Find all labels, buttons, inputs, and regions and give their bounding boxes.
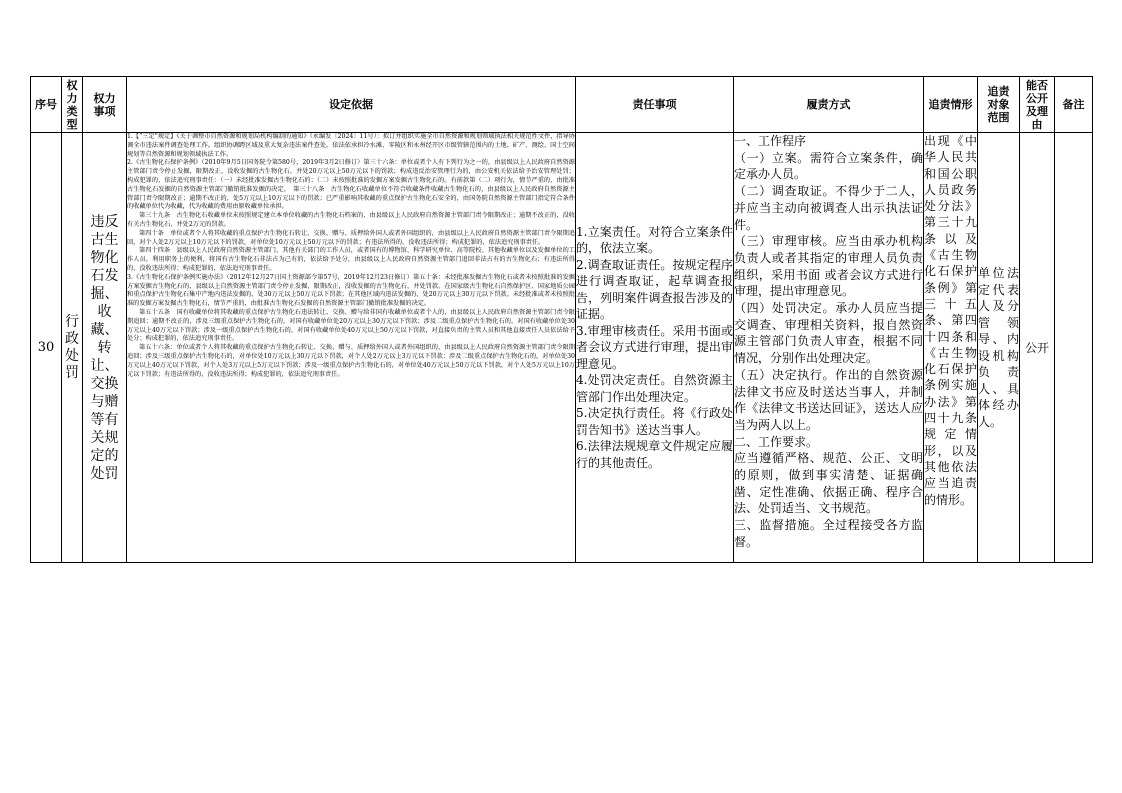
basis-paragraph: 第四十四条 县级以上人民政府自然资源主管部门、其他有关部门的工作人员，或者国有的博物馆、科学研究单位、高等院校、其他收藏单位以及发掘单位的工作人员，利用职务上的便利，将国有古生物化石非法占为己有的，依法给予处分，由县级以上人民政府自然资源主管部门追回非法占有的古生物化石；有违法所得的，没收违法所得；构成犯罪的，依法追究刑事责任。 bbox=[127, 247, 575, 272]
row-seq: 30 bbox=[31, 133, 62, 563]
method-item: 应当遵循严格、规范、公正、文明的原则，做到事实清楚、证据确凿、定性准确、依据正确、程序合法、处罚适当、文书规范。 bbox=[734, 451, 923, 516]
header-power-item-label: 权力事项 bbox=[93, 91, 116, 118]
row-power-item-label: 违反古生物化石发掘、收藏、转让、交换与赠等有关规定的处罚 bbox=[90, 213, 119, 482]
basis-paragraph: 第四十条 单位或者个人将其收藏的重点保护古生物化石转让、交换、赠与、质押给外国人或者外国组织的，由县级以上人民政府自然资源主管部门责令限期追回，对个人处2万元以上10万元以下的罚款，对单位处10万元以上50万元以下的罚款；有违法所得的，没收违法所得；构成犯罪的，依法追究刑事责任。 bbox=[127, 229, 575, 246]
row-basis bbox=[127, 133, 576, 563]
header-seq: 序号 bbox=[31, 77, 62, 133]
basis-paragraph: 3.《古生物化石保护条例实施办法》（2012年12月27日国土资源部令第57号，2019年12月23日修订）第五十条：未经批准发掘古生物化石或者未按照批准的发掘方案发掘古生物化石的，县级以上自然资源主管部门责令停止发掘，限期改正，没收发掘的古生物化石，并处罚款。在国家级古生物化石自然保护区、国家地质公园和重点保护古生物化石集中产地内违法发掘的，处30万元以上50万元以下罚款；在其他区域内违法发掘的，处20万元以上30万元以下罚款。未经批准或者未按照批准的发掘方案发掘古生物化石，情节严重的，由批准古生物化石发掘的自然资源主管部门撤销批准发掘的决定。 bbox=[127, 273, 575, 308]
basis-paragraph: 2.《古生物化石保护条例》（2010年9月5日国务院令第580号，2019年3月2日修订）第三十六条：单位或者个人有下列行为之一的，由县级以上人民政府自然资源主管部门责令停止发掘，限期改正，没收发掘的古生物化石，并处20万元以上50万元以下的罚款；构成违反治安管理行为的，由公安机关依法给予治安管理处罚；构成犯罪的，依法追究刑事责任：（一）未经批准发掘古生物化石的；（二）未按照批准的发掘方案发掘古生物化石的。有前款第（二）项行为，情节严重的，由批准古生物化石发掘的自然资源主管部门撤销批准发掘的决定。 第三十八条 古生物化石收藏单位不符合收藏条件收藏古生物化石的，由县级以上人民政府自然资源主管部门责令限期改正；逾期不改正的，处5万元以上10万元以下的罚款；已严重影响其收藏的重点保护古生物化石安全的，由国务院自然资源主管部门指定符合条件的收藏单位代为收藏，代为收藏的费用由原收藏单位承担。 bbox=[127, 159, 575, 211]
header-accountability-scope bbox=[978, 77, 1020, 133]
row-power-item bbox=[83, 133, 127, 563]
basis-paragraph: 第五十六条：单位或者个人将其收藏的重点保护古生物化石转让、交换、赠与、质押给外国人或者外国组织的，由县级以上人民政府自然资源主管部门责令限期追回；涉及三级重点保护古生物化石的，对单位处10万元以上30万元以下罚款，对个人处2万元以上3万元以下罚款；涉及二级重点保护古生物化石的，对单位处30万元以上40万元以下罚款，对个人处3万元以上5万元以下罚款；涉及一级重点保护古生物化石的，对单位处40万元以上50万元以下罚款，对个人处5万元以上10万元以下罚款；有违法所得的，没收违法所得；构成犯罪的，依法追究刑事责任。 bbox=[127, 344, 575, 378]
method-item: （一）立案。需符合立案条件，确定承办人员。 bbox=[734, 150, 923, 182]
header-power-type-label: 权力类型 bbox=[66, 78, 78, 131]
header-accountability: 追责情形 bbox=[924, 77, 978, 133]
header-remarks: 备注 bbox=[1055, 77, 1093, 133]
row-publicity: 公开 bbox=[1020, 133, 1055, 563]
basis-paragraph: 第五十五条 国有收藏单位将其收藏的重点保护古生物化石违法转让、交换、赠与给非国有收藏单位或者个人的，由县级以上人民政府自然资源主管部门责令限期追回；逾期不改正的，涉及三级重点保护古生物化石的，对国有收藏单位处20万元以上30万元以下罚款；涉及二级重点保护古生物化石的，对国有收藏单位处30万元以上40万元以下罚款；涉及一级重点保护古生物化石的，对国有收藏单位处40万元以上50万元以下罚款，对直接负责的主管人员和其他直接责任人员依法给予处分；构成犯罪的，依法追究刑事责任。 bbox=[127, 308, 575, 343]
row-power-type bbox=[62, 133, 83, 563]
responsibility-item: 4.处罚决定责任。自然资源主管部门作出处理决定。 bbox=[576, 373, 733, 404]
method-item: （二）调查取证。不得少于二人，并应当主动向被调查人出示执法证件。 bbox=[734, 184, 923, 232]
row-accountability: 出现《中华人民共和国公职人员政务处分法》第三十九条以及《古生物化石保护条例》第三十五条、第四十四条和《古生物化石保护条例实施办法》第四十九条规定情形，以及其他依法应当追责的情形。 bbox=[924, 133, 978, 563]
row-power-type-label: 行政处罚 bbox=[65, 313, 79, 381]
method-item: （三）审理审核。应当由承办机构负责人或者其指定的审理人员负责组织，采用书面 或者会议方式进行审理，提出审理意见。 bbox=[734, 234, 923, 299]
row-method bbox=[734, 133, 924, 563]
responsibility-item: 5.决定执行责任。将《行政处罚告知书》送达当事人。 bbox=[576, 406, 733, 437]
power-list-table bbox=[30, 76, 1093, 563]
header-publicity-label: 能否公开及理由 bbox=[1026, 78, 1048, 131]
header-basis: 设定依据 bbox=[127, 77, 576, 133]
method-item: （四）处罚决定。承办人员应当提交调查、审理相关资料，报自然资源主管部门负责人审查，根据不同情况，分别作出处理决定。 bbox=[734, 301, 923, 366]
responsibility-item: 1.立案责任。对符合立案条件的，依法立案。 bbox=[576, 224, 733, 256]
row-accountability-scope: 单位法定代表人及分管领导、内设机构负责人、具体经办人。 bbox=[978, 133, 1020, 563]
header-accountability-scope-label: 追责对象范围 bbox=[987, 85, 1010, 124]
method-item: （五）决定执行。作出的自然资源法律文书应及时送达当事人，并制作《法律文书送达回证》，送达人应当为两人以上。 bbox=[734, 367, 923, 432]
responsibility-item: 3.审理审核责任。采用书面或者会议方式进行审理，提出审理意见。 bbox=[576, 323, 733, 371]
method-item: 三、监督措施。全过程接受各方监督。 bbox=[734, 518, 923, 549]
table-row bbox=[31, 133, 1093, 563]
header-power-item bbox=[83, 77, 127, 133]
responsibility-item: 6.法律法规规章文件规定应履行的其他责任。 bbox=[576, 439, 733, 470]
basis-paragraph: 第三十九条 古生物化石收藏单位未按照规定建立本单位收藏的古生物化石档案的，由县级以上人民政府自然资源主管部门责令限期改正；逾期不改正的，没收有关古生物化石，并处2万元的罚款。 bbox=[127, 212, 575, 228]
row-remarks bbox=[1055, 133, 1093, 563]
method-item: 一、工作程序 bbox=[734, 134, 807, 148]
header-responsibility: 责任事项 bbox=[576, 77, 734, 133]
method-item: 二、工作要求。 bbox=[734, 434, 819, 449]
header-row bbox=[31, 77, 1093, 133]
header-method: 履责方式 bbox=[734, 77, 924, 133]
header-publicity bbox=[1020, 77, 1055, 133]
row-responsibility bbox=[576, 133, 734, 563]
header-power-type bbox=[62, 77, 83, 133]
basis-paragraph: 1.【“三定”规定】《关于调整市自然资源和规划局机构编制的通知》（永编发〔2024〕11号）：拟订并组织实施全市自然资源和规划领域执法相关规范性文件，指导协调全市违法案件调查处理工作。组织协调跨区域及重大复杂违法案件查处。依法依承担冷水滩、零陵区和永州经开区市级管辖范围内的土地、矿产、测绘、国土空间规划等自然资源和规划领域执法工作。 bbox=[127, 133, 575, 158]
responsibility-item: 2.调查取证责任。按规定程序进行调查取证，起草调查报告，列明案件调查报告涉及的证据。 bbox=[576, 257, 733, 322]
